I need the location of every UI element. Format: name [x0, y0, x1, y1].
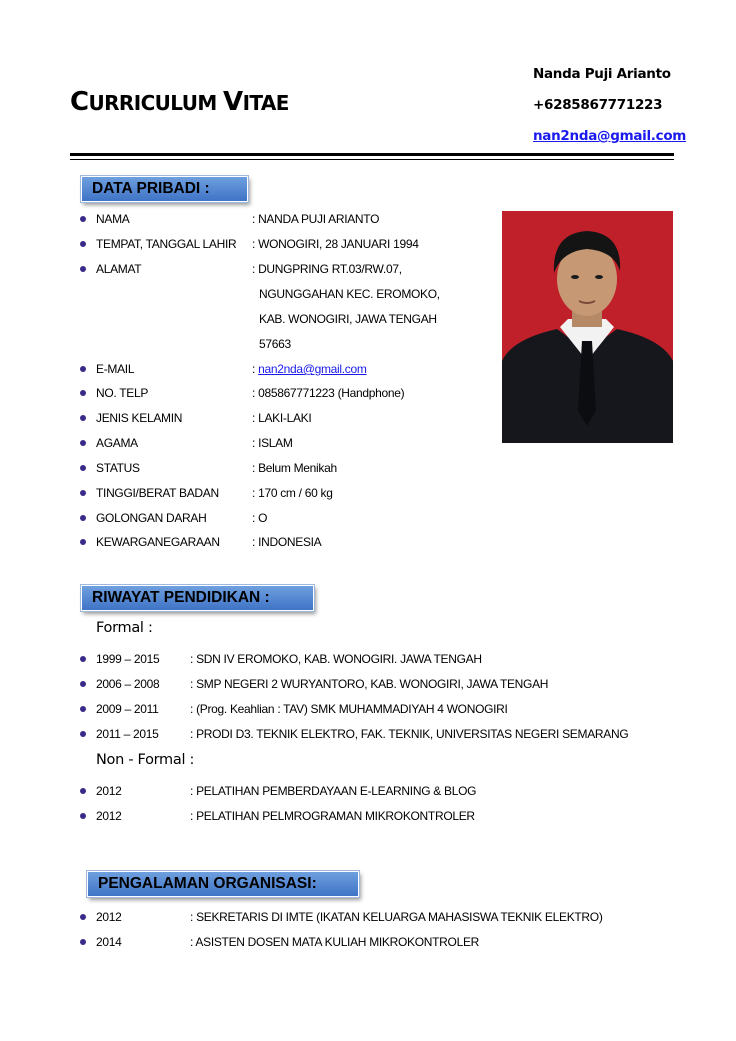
formal-subheading: Formal : [96, 620, 153, 636]
training-year: 2012 [96, 784, 122, 798]
bullet-icon [80, 440, 86, 446]
nama-label: NAMA [96, 212, 130, 226]
education-desc: : PRODI D3. TEKNIK ELEKTRO, FAK. TEKNIK, UNIVERSITAS NEGERI SEMARANG [190, 727, 629, 741]
bullet-icon [80, 465, 86, 471]
bullet-icon [80, 490, 86, 496]
bullet-icon [80, 241, 86, 247]
jk-label: JENIS KELAMIN [96, 411, 183, 425]
bullet-icon [80, 539, 86, 545]
bullet-icon [80, 515, 86, 521]
email-label: E-MAIL [96, 362, 135, 376]
alamat-line-3: KAB. WONOGIRI, JAWA TENGAH [259, 312, 437, 326]
nama-value: : NANDA PUJI ARIANTO [252, 212, 380, 226]
education-year: 1999 – 2015 [96, 652, 160, 666]
ttl-value: : WONOGIRI, 28 JANUARI 1994 [252, 237, 419, 251]
kewarganegaraan-label: KEWARGANEGARAAN [96, 535, 220, 549]
bullet-icon [80, 788, 86, 794]
header-divider-thin [70, 159, 674, 160]
section-header-personal: DATA PRIBADI : [81, 176, 248, 202]
ttl-label: TEMPAT, TANGGAL LAHIR [96, 237, 237, 251]
section-header-education: RIWAYAT PENDIDIKAN : [81, 585, 314, 611]
education-desc: : SMP NEGERI 2 WURYANTORO, KAB. WONOGIRI, JAWA TENGAH [190, 677, 549, 691]
email-link[interactable]: nan2nda@gmail.com [258, 362, 367, 376]
bullet-icon [80, 415, 86, 421]
goldar-label: GOLONGAN DARAH [96, 511, 207, 525]
profile-photo [502, 211, 673, 443]
education-desc: : SDN IV EROMOKO, KAB. WONOGIRI. JAWA TENGAH [190, 652, 482, 666]
bullet-icon [80, 706, 86, 712]
organization-desc: : SEKRETARIS DI IMTE (IKATAN KELUARGA MAHASISWA TEKNIK ELEKTRO) [190, 910, 603, 924]
organization-desc: : ASISTEN DOSEN MATA KULIAH MIKROKONTROLER [190, 935, 480, 949]
agama-label: AGAMA [96, 436, 138, 450]
goldar-value: : O [252, 511, 268, 525]
bullet-icon [80, 390, 86, 396]
page-title: CURRICULUM VITAE [70, 87, 289, 117]
contact-phone: +6285867771223 [533, 97, 663, 113]
section-header-organization: PENGALAMAN ORGANISASI: [87, 871, 359, 897]
telp-label: NO. TELP [96, 386, 149, 400]
kewarganegaraan-value: : INDONESIA [252, 535, 322, 549]
email-value-wrap: : nan2nda@gmail.com [252, 362, 367, 376]
contact-name: Nanda Puji Arianto [533, 66, 671, 82]
bullet-icon [80, 731, 86, 737]
bullet-icon [80, 914, 86, 920]
alamat-line-2: NGUNGGAHAN KEC. EROMOKO, [259, 287, 440, 301]
training-desc: : PELATIHAN PELMROGRAMAN MIKROKONTROLER [190, 809, 475, 823]
contact-email-link[interactable]: nan2nda@gmail.com [533, 128, 687, 144]
education-desc: : (Prog. Keahlian : TAV) SMK MUHAMMADIYAH 4 WONOGIRI [190, 702, 508, 716]
training-desc: : PELATIHAN PEMBERDAYAAN E-LEARNING & BLOG [190, 784, 477, 798]
organization-year: 2014 [96, 935, 122, 949]
status-value: : Belum Menikah [252, 461, 337, 475]
bullet-icon [80, 656, 86, 662]
agama-value: : ISLAM [252, 436, 293, 450]
bullet-icon [80, 813, 86, 819]
telp-value: : 085867771223 (Handphone) [252, 386, 405, 400]
header-divider-thick [70, 153, 674, 156]
education-year: 2006 – 2008 [96, 677, 160, 691]
alamat-line-4: 57663 [259, 337, 291, 351]
bullet-icon [80, 266, 86, 272]
alamat-line-1: : DUNGPRING RT.03/RW.07, [252, 262, 402, 276]
status-label: STATUS [96, 461, 140, 475]
jk-value: : LAKI-LAKI [252, 411, 312, 425]
bullet-icon [80, 939, 86, 945]
bullet-icon [80, 681, 86, 687]
tinggi-berat-label: TINGGI/BERAT BADAN [96, 486, 219, 500]
education-year: 2011 – 2015 [96, 727, 159, 741]
profile-photo-image [502, 211, 673, 443]
alamat-label: ALAMAT [96, 262, 142, 276]
education-year: 2009 – 2011 [96, 702, 159, 716]
tinggi-berat-value: : 170 cm / 60 kg [252, 486, 333, 500]
organization-year: 2012 [96, 910, 122, 924]
training-year: 2012 [96, 809, 122, 823]
contact-block [533, 60, 733, 153]
bullet-icon [80, 216, 86, 222]
nonformal-subheading: Non - Formal : [96, 752, 195, 768]
bullet-icon [80, 366, 86, 372]
